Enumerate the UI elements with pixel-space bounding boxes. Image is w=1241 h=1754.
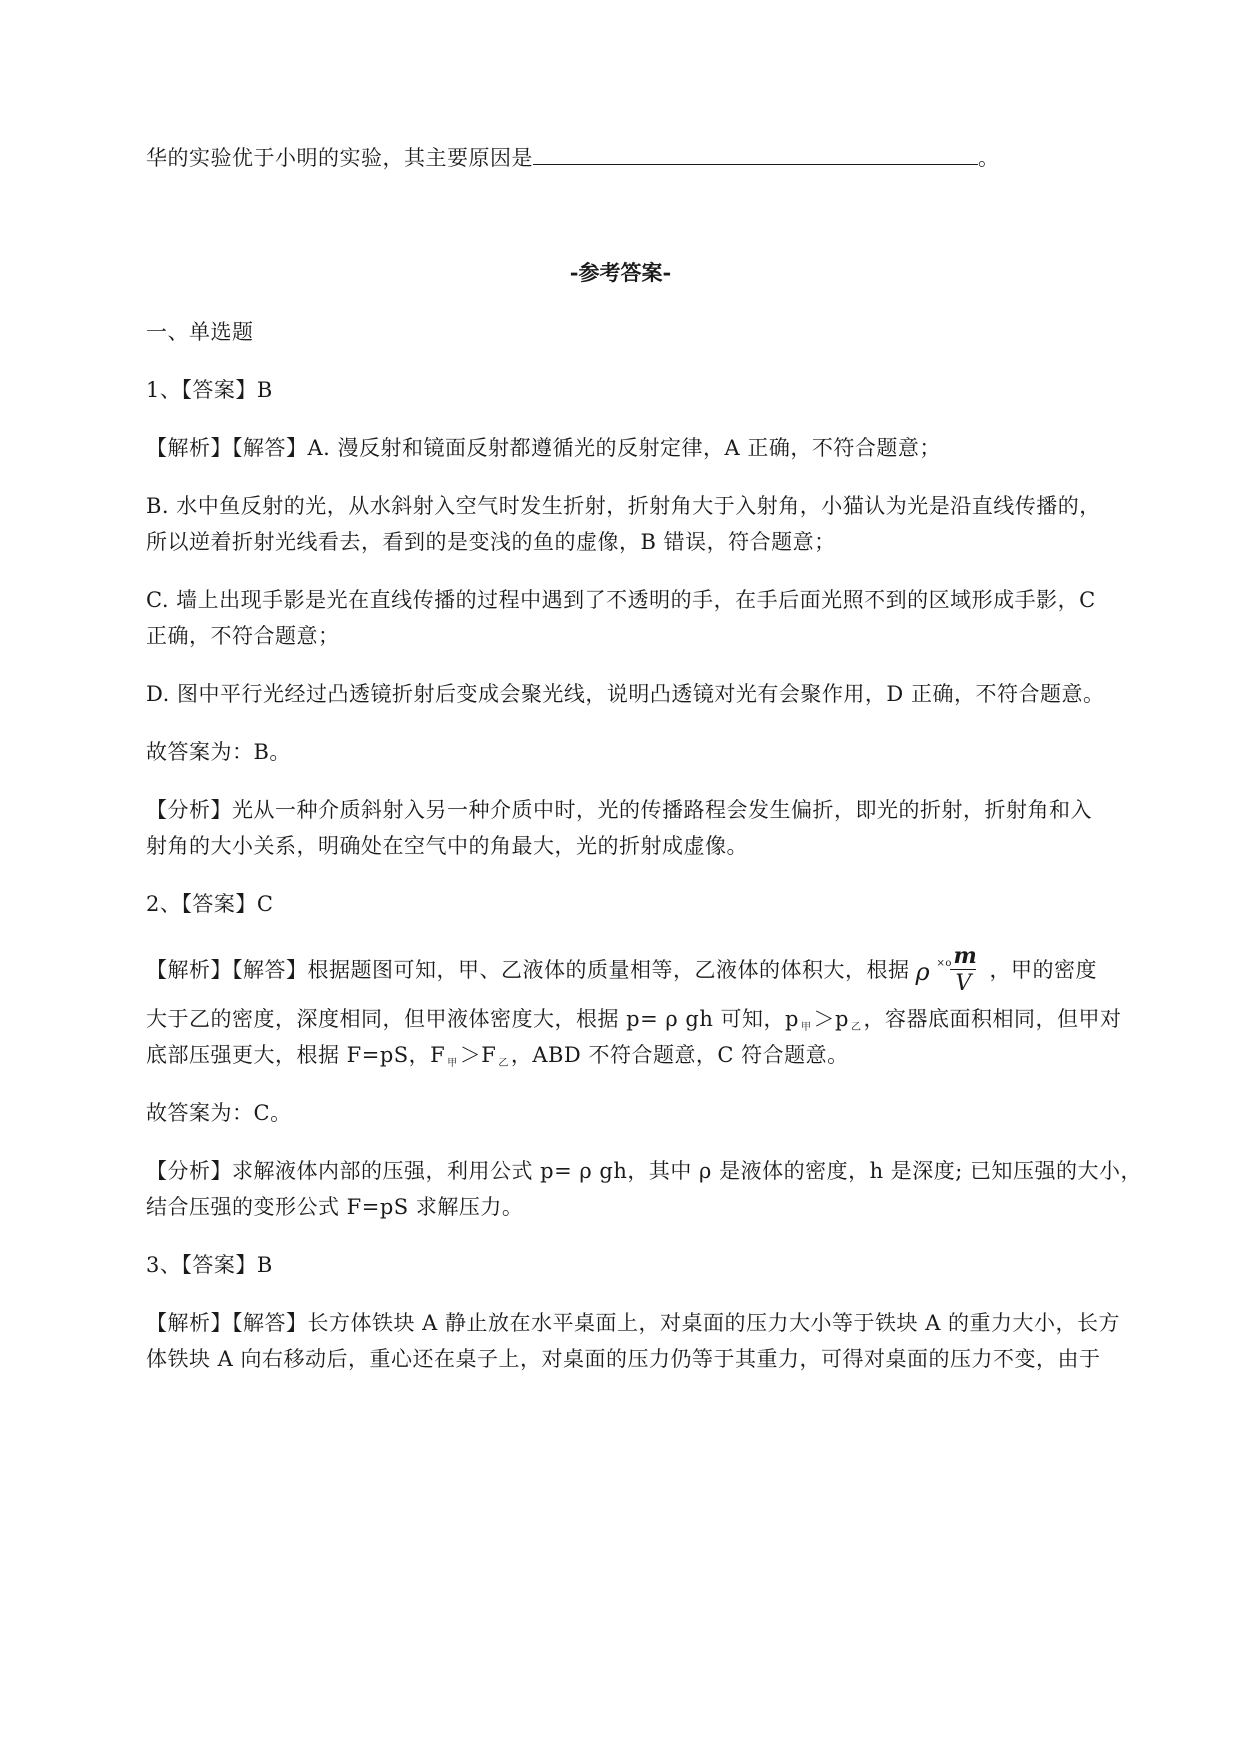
section-title: 一、单选题 (146, 320, 254, 344)
q3-explanation-line: 体铁块 A 向右移动后，重心还在桌子上，对桌面的压力仍等于其重力，可得对桌面的压力不变，由于 (146, 1347, 1101, 1371)
q2-explanation-line-1 (146, 943, 1156, 996)
q2-explanation-line-2 (146, 1004, 1156, 1039)
subscript-yi: 乙 (850, 1022, 862, 1033)
answer-heading: -参考答案- (569, 260, 672, 285)
q1-explanation-line: B. 水中鱼反射的光，从水斜射入空气时发生折射，折射角大于入射角，小猫认为光是沿直线传播的， (146, 494, 1101, 518)
q3-explanation-line: 【解析】【解答】长方体铁块 A 静止放在水平桌面上，对桌面的压力大小等于铁块 A 的重力大小，长方 (146, 1311, 1121, 1335)
question-tail-end: 。 (978, 146, 1000, 170)
question-tail-line (146, 142, 1156, 173)
q2-line2-gt: ＞p (813, 1007, 849, 1031)
q2-line3-text: 底部压强更大，根据 F=pS，F (146, 1043, 446, 1067)
q1-explanation-line: 正确，不符合题意； (146, 624, 340, 648)
subscript-yi: 乙 (498, 1058, 509, 1069)
q2-line3-gt: ＞F (459, 1043, 497, 1067)
q2-line3-tail: ，ABD 不符合题意，C 符合题意。 (510, 1043, 849, 1067)
q2-line1-tail: ，甲的密度 (989, 958, 1097, 982)
formula-numerator: m (953, 943, 978, 969)
q2-conclusion: 故答案为：C。 (146, 1101, 292, 1125)
subscript-jia: 甲 (447, 1058, 458, 1069)
density-formula (910, 943, 990, 996)
formula-rho: ρ (915, 958, 931, 986)
question-tail-text: 华的实验优于小明的实验，其主要原因是 (146, 146, 533, 170)
q1-explanation-line: 所以逆着折射光线看去，看到的是变浅的鱼的虚像，B 错误，符合题意； (146, 530, 836, 554)
q2-line2-tail: ，容器底面积相同，但甲对 (863, 1007, 1122, 1031)
q1-analysis-line: 射角的大小关系，明确处在空气中的角最大，光的折射成虚像。 (146, 834, 748, 858)
formula-equals: ×o (936, 958, 952, 969)
q1-explanation-line: C. 墙上出现手影是光在直线传播的过程中遇到了不透明的手，在手后面光照不到的区域形成手影，C (146, 588, 1096, 612)
answer-blank[interactable] (533, 142, 978, 165)
subscript-jia: 甲 (801, 1022, 812, 1033)
q2-line2-text: 大于乙的密度，深度相同，但甲液体密度大，根据 p= ρ gh 可知，p (146, 1007, 799, 1031)
q2-analysis-line: 【分析】求解液体内部的压强，利用公式 p= ρ gh，其中 ρ 是液体的密度，h 是深度; 已知压强的大小， (146, 1159, 1143, 1183)
q1-conclusion: 故答案为：B。 (146, 740, 291, 764)
q1-answer: 1、【答案】B (146, 378, 273, 402)
q2-answer: 2、【答案】C (146, 892, 274, 916)
q1-analysis-line: 【分析】光从一种介质斜射入另一种介质中时，光的传播路程会发生偏折，即光的折射，折射角和入 (146, 798, 1092, 822)
q2-analysis-line: 结合压强的变形公式 F=pS 求解压力。 (146, 1195, 524, 1219)
formula-denominator: V (955, 971, 972, 996)
q3-answer: 3、【答案】B (146, 1253, 273, 1277)
q1-explanation-line: D. 图中平行光经过凸透镜折射后变成会聚光线，说明凸透镜对光有会聚作用，D 正确，不符合题意。 (146, 682, 1105, 706)
q2-explanation-line-3 (146, 1040, 1156, 1075)
q1-explanation-line: 【解析】【解答】A. 漫反射和镜面反射都遵循光的反射定律，A 正确，不符合题意； (146, 436, 941, 460)
q2-line1-text: 【解析】【解答】根据题图可知，甲、乙液体的质量相等，乙液体的体积大，根据 (146, 958, 910, 982)
